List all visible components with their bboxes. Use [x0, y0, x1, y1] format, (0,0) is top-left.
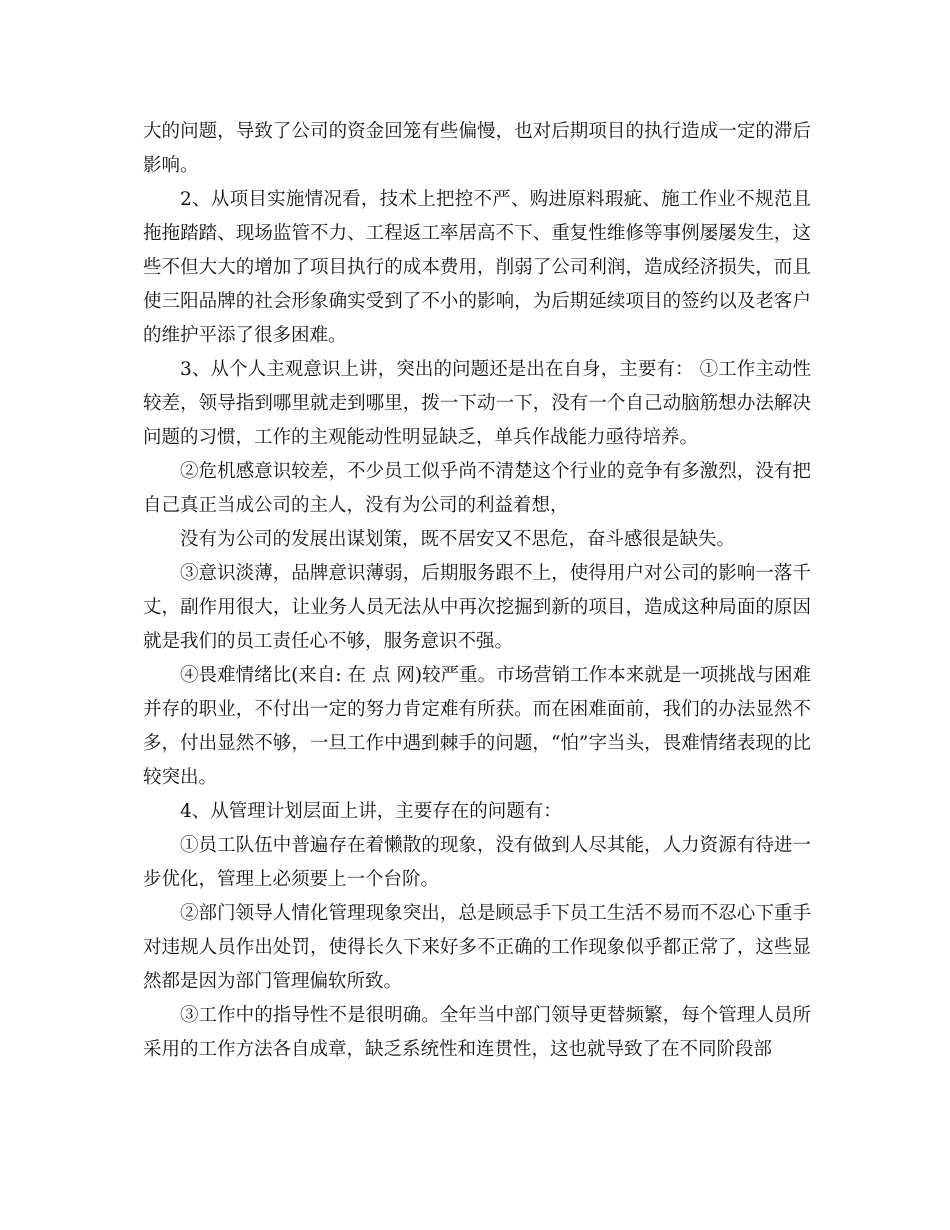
document-body: [143, 115, 811, 1067]
paragraph-8: 4、从管理计划层面上讲，主要存在的问题有：: [180, 801, 562, 822]
paragraph-9: ①员工队伍中普遍存在着懒散的现象，没有做到人尽其能，人力资源有待进一步优化，管理上必须要上一个台阶。: [143, 835, 811, 890]
paragraph-7: ④畏难情绪比(来自: 在 点 网)较严重。市场营销工作本来就是一项挑战与困难并存的职业，不付出一定的努力肯定难有所获。而在困难面前，我们的办法显然不多，付出显然不够，一旦工作中遇到棘手的问题，“怕”字当头，畏难情绪表现的比较突出。: [143, 665, 811, 788]
paragraph-2: 2、从项目实施情况看，技术上把控不严、购进原料瑕疵、施工作业不规范且拖拖踏踏、现场监管不力、工程返工率居高不下、重复性维修等事例屡屡发生，这些不但大大的增加了项目执行的成本费用，削弱了公司利润，造成经济损失，而且使三阳品牌的社会形象确实受到了不小的影响，为后期延续项目的签约以及老客户的维护平添了很多困难。: [143, 189, 811, 346]
paragraph-5: 没有为公司的发展出谋划策，既不居安又不思危，奋斗感很是缺失。: [180, 529, 736, 550]
paragraph-3: 3、从个人主观意识上讲，突出的问题还是出在自身，主要有： ①工作主动性较差，领导指到哪里就走到哪里，拨一下动一下，没有一个自己动脑筋想办法解决问题的习惯，工作的主观能动性明显缺乏，单兵作战能力亟待培养。: [143, 359, 811, 448]
paragraph-6: ③意识淡薄，品牌意识薄弱，后期服务跟不上，使得用户对公司的影响一落千丈，副作用很大，让业务人员无法从中再次挖掘到新的项目，造成这种局面的原因就是我们的员工责任心不够，服务意识不强。: [143, 563, 811, 652]
paragraph-1: 大的问题，导致了公司的资金回笼有些偏慢，也对后期项目的执行造成一定的滞后影响。: [143, 121, 811, 176]
paragraph-10: ②部门领导人情化管理现象突出，总是顾忌手下员工生活不易而不忍心下重手对违规人员作出处罚，使得长久下来好多不正确的工作现象似乎都正常了，这些显然都是因为部门管理偏软所致。: [143, 903, 811, 992]
paragraph-11: ③工作中的指导性不是很明确。全年当中部门领导更替频繁，每个管理人员所采用的工作方法各自成章，缺乏系统性和连贯性，这也就导致了在不同阶段部: [143, 1005, 811, 1060]
paragraph-4: ②危机感意识较差，不少员工似乎尚不清楚这个行业的竞争有多激烈，没有把自己真正当成公司的主人，没有为公司的利益着想，: [143, 461, 811, 516]
